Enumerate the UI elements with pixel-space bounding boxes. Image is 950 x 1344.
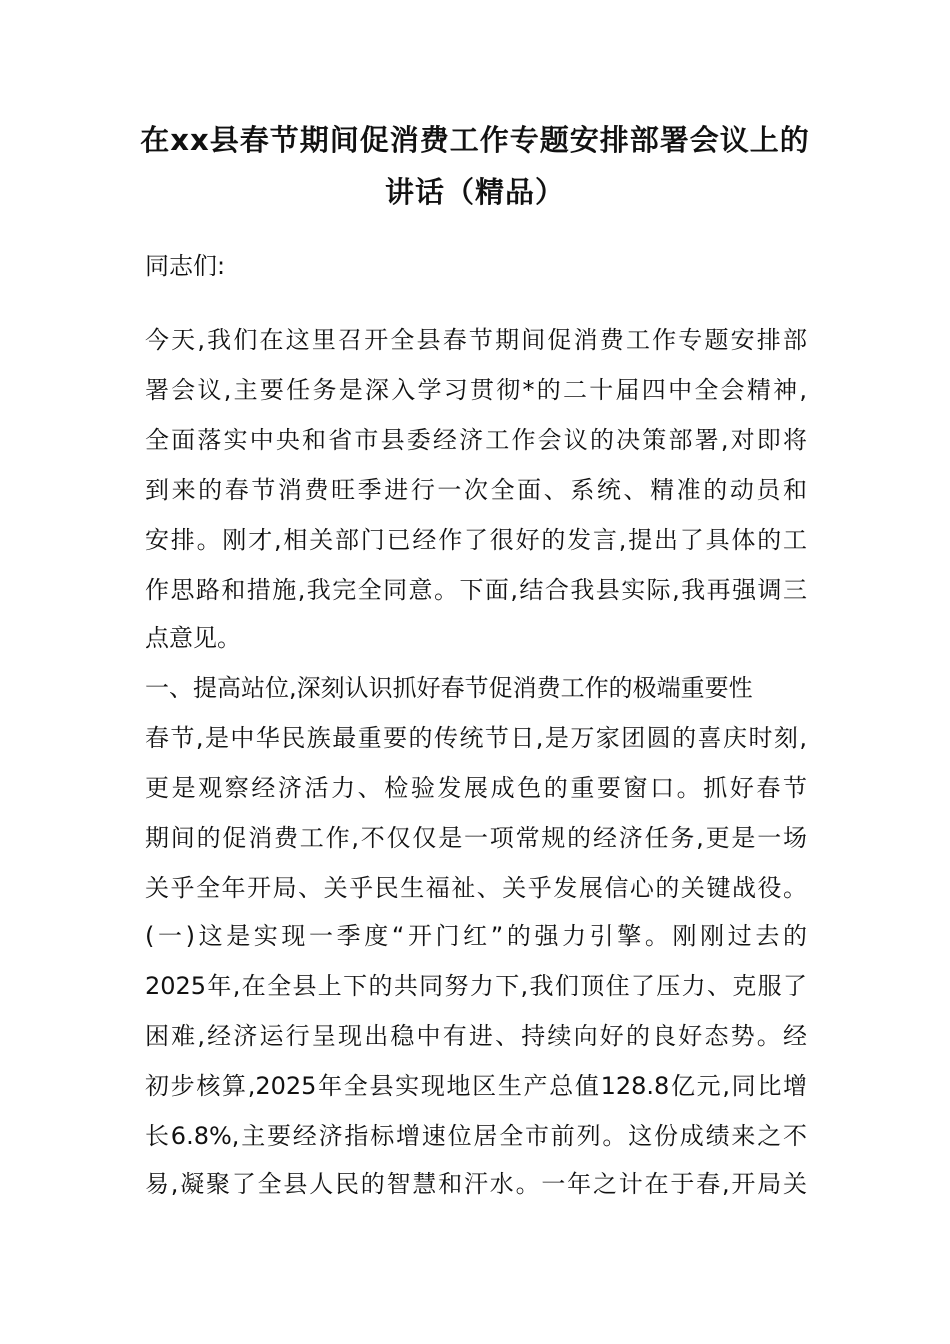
body-line-17: 长6.8%,主要经济指标增速位居全市前列。这份成绩来之不: [145, 1122, 807, 1150]
body-line-11: 期间的促消费工作,不仅仅是一项常规的经济任务,更是一场: [145, 824, 807, 852]
document-title-line-2: 讲话（精品）: [384, 175, 565, 209]
body-line-15: 困难,经济运行呈现出稳中有进、持续向好的良好态势。经: [145, 1022, 807, 1050]
subsection-line-1: (一)这是实现一季度“开门红”的强力引擎。刚刚过去的: [145, 922, 807, 950]
body-line-2: 署会议,主要任务是深入学习贯彻*的二十届四中全会精神,: [145, 376, 807, 404]
body-line-18: 易,凝聚了全县人民的智慧和汗水。一年之计在于春,开局关: [145, 1170, 807, 1198]
document-title-line-1: 在xx县春节期间促消费工作专题安排部署会议上的: [140, 123, 810, 157]
body-line-4: 到来的春节消费旺季进行一次全面、系统、精准的动员和: [145, 476, 807, 504]
body-line-10: 更是观察经济活力、检验发展成色的重要窗口。抓好春节: [145, 774, 807, 802]
section-heading-1: 一、提高站位,深刻认识抓好春节促消费工作的极端重要性: [145, 674, 753, 702]
body-line-5: 安排。刚才,相关部门已经作了很好的发言,提出了具体的工: [145, 526, 807, 554]
salutation: 同志们:: [145, 252, 226, 280]
body-line-1: 今天,我们在这里召开全县春节期间促消费工作专题安排部: [145, 326, 807, 354]
body-line-16: 初步核算,2025年全县实现地区生产总值128.8亿元,同比增: [145, 1072, 807, 1100]
body-line-3: 全面落实中央和省市县委经济工作会议的决策部署,对即将: [145, 426, 807, 454]
body-line-7: 点意见。: [145, 624, 241, 652]
body-line-9: 春节,是中华民族最重要的传统节日,是万家团圆的喜庆时刻,: [145, 724, 807, 752]
body-line-14: 2025年,在全县上下的共同努力下,我们顶住了压力、克服了: [145, 972, 807, 1000]
body-line-6: 作思路和措施,我完全同意。下面,结合我县实际,我再强调三: [145, 576, 807, 604]
body-line-12: 关乎全年开局、关乎民生福祉、关乎发展信心的关键战役。: [145, 874, 807, 902]
